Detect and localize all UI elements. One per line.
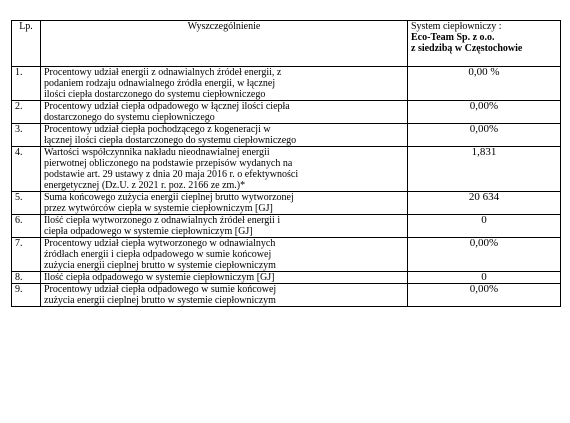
table-row (12, 124, 561, 147)
row-description (41, 67, 408, 101)
row-description-line: przez wytwórców ciepła w systemie ciepłowniczym [GJ] (44, 203, 273, 214)
table-header-row (12, 21, 561, 67)
row-description (41, 238, 408, 272)
header-system-label: System ciepłowniczy : (411, 21, 502, 32)
row-description-line: energetycznej (Dz.U. z 2021 r. poz. 2166 ze zm.)* (44, 180, 246, 191)
row-description-line: Wartości współczynnika nakładu nieodnawialnej energii (44, 147, 270, 158)
row-value: 0,00 % (408, 67, 561, 101)
row-value: 0 (408, 215, 561, 238)
row-description (41, 215, 408, 238)
header-company-name: Eco-Team Sp. z o.o. (411, 32, 495, 43)
row-description-line: Procentowy udział ciepła odpadowego w sumie końcowej (44, 284, 277, 295)
row-description-line: ilości ciepła dostarczonego do systemu ciepłowniczego (44, 89, 266, 100)
energy-report-table (11, 20, 561, 307)
row-description-line: ciepła odpadowego w systemie ciepłowniczym [GJ] (44, 226, 253, 237)
row-number: 4. (12, 147, 41, 192)
table-row (12, 101, 561, 124)
row-number: 6. (12, 215, 41, 238)
table-row (12, 272, 561, 284)
row-value: 0 (408, 272, 561, 284)
row-description-line: podstawie art. 29 ustawy z dnia 20 maja 2016 r. o efektywności (44, 169, 299, 180)
row-value: 0,00% (408, 284, 561, 307)
row-value: 1,831 (408, 147, 561, 192)
row-value: 0,00% (408, 101, 561, 124)
header-system (408, 21, 561, 67)
row-description-line: Procentowy udział ciepła odpadowego w łącznej ilości ciepła (44, 101, 290, 112)
header-lp: Lp. (12, 21, 41, 67)
row-description-line: podaniem rodzaju odnawialnego źródła energii, w łącznej (44, 78, 276, 89)
row-description-line: Suma końcowego zużycia energii cieplnej brutto wytworzonej (44, 192, 294, 203)
table-row (12, 238, 561, 272)
row-number: 9. (12, 284, 41, 307)
row-description-line: Ilość ciepła odpadowego w systemie ciepłowniczym [GJ] (44, 272, 275, 283)
row-description (41, 124, 408, 147)
row-value: 0,00% (408, 124, 561, 147)
row-description-line: pierwotnej obliczonego na podstawie przepisów wydanych na (44, 158, 293, 169)
row-number: 1. (12, 67, 41, 101)
header-company-seat: z siedzibą w Częstochowie (411, 43, 523, 54)
row-description-line: Procentowy udział ciepła wytworzonego w odnawialnych (44, 238, 276, 249)
row-description (41, 284, 408, 307)
row-number: 3. (12, 124, 41, 147)
table-row (12, 67, 561, 101)
row-description-line: zużycia energii cieplnej brutto w systemie ciepłowniczym (44, 295, 276, 306)
row-value: 0,00% (408, 238, 561, 272)
row-description (41, 101, 408, 124)
row-description (41, 192, 408, 215)
table-body (12, 67, 561, 307)
table-row (12, 284, 561, 307)
row-description-line: źródłach energii i ciepła odpadowego w sumie końcowej (44, 249, 272, 260)
row-value: 20 634 (408, 192, 561, 215)
row-description-line: zużycia energii cieplnej brutto w systemie ciepłowniczym (44, 260, 276, 271)
row-description-line: łącznej ilości ciepła dostarczonego do systemu ciepłowniczego (44, 135, 297, 146)
row-number: 8. (12, 272, 41, 284)
row-number: 2. (12, 101, 41, 124)
row-description (41, 272, 408, 284)
row-description-line: Procentowy udział ciepła pochodzącego z kogeneracji w (44, 124, 271, 135)
table-row (12, 215, 561, 238)
row-number: 7. (12, 238, 41, 272)
row-description-line: Ilość ciepła wytworzonego z odnawialnych źródeł energii i (44, 215, 281, 226)
table-row (12, 147, 561, 192)
row-description-line: dostarczonego do systemu ciepłowniczego (44, 112, 215, 123)
row-description (41, 147, 408, 192)
row-description-line: Procentowy udział energii z odnawialnych źródeł energii, z (44, 67, 282, 78)
header-description: Wyszczególnienie (41, 21, 408, 67)
table-row (12, 192, 561, 215)
row-number: 5. (12, 192, 41, 215)
